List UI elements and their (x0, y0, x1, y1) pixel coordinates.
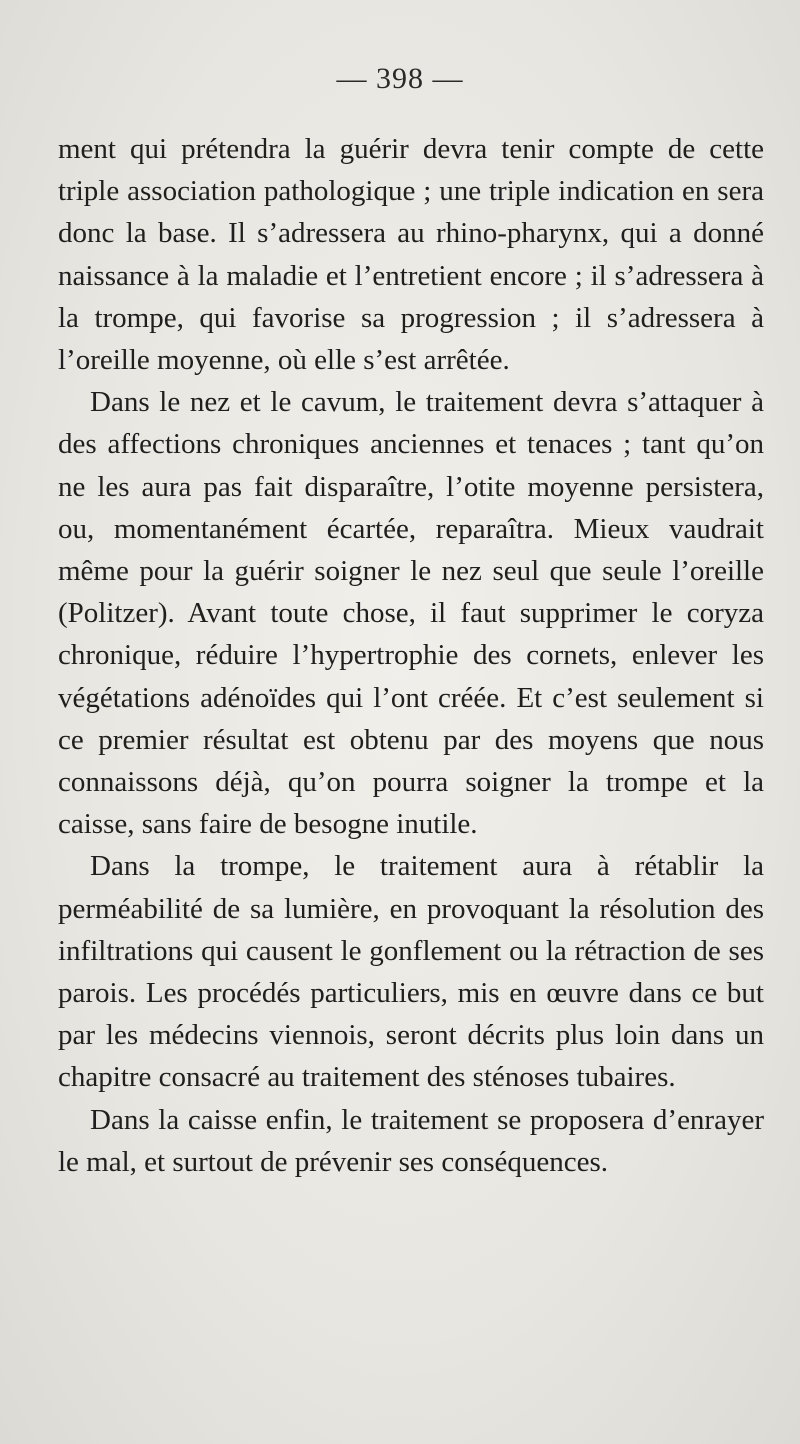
body-text (58, 128, 764, 1183)
paragraph-1: ment qui prétendra la guérir devra tenir compte de cette triple association pathologique ; une triple indication en sera donc la base. Il s’adressera au rhino-pharynx, qui a donné naissance à la maladie et l’entretient encore ; il s’adressera à la trompe, qui favorise sa progression ; il s’adressera à l’oreille moyenne, où elle s’est arrêtée. (58, 133, 764, 377)
paragraph-3: Dans la trompe, le traitement aura à rétablir la perméabilité de sa lumière, en provoquant la résolution des infiltrations qui causent le gonflement ou la rétraction de ses parois. Les procédés particuliers, mis en œuvre dans ce but par les médecins viennois, seront décrits plus loin dans un chapitre consacré au traitement des sténoses tubaires. (58, 850, 764, 1094)
paragraph-4: Dans la caisse enfin, le traitement se proposera d’enrayer le mal, et surtout de prévenir ses conséquences. (58, 1103, 764, 1178)
paragraph-2: Dans le nez et le cavum, le traitement devra s’attaquer à des affections chroniques anciennes et tenaces ; tant qu’on ne les aura pas fait disparaître, l’otite moyenne persistera, ou, momentanément écartée, reparaîtra. Mieux vaudrait même pour la guérir soigner le nez seul que seule l’oreille (Politzer). Avant toute chose, il faut supprimer le coryza chronique, réduire l’hypertrophie des cornets, enlever les végétations adénoïdes qui l’ont créée. Et c’est seulement si ce premier résultat est obtenu par des moyens que nous connaissons déjà, qu’on pourra soigner la trompe et la caisse, sans faire de besogne inutile. (58, 386, 764, 841)
page-number: — 398 — (336, 62, 464, 95)
